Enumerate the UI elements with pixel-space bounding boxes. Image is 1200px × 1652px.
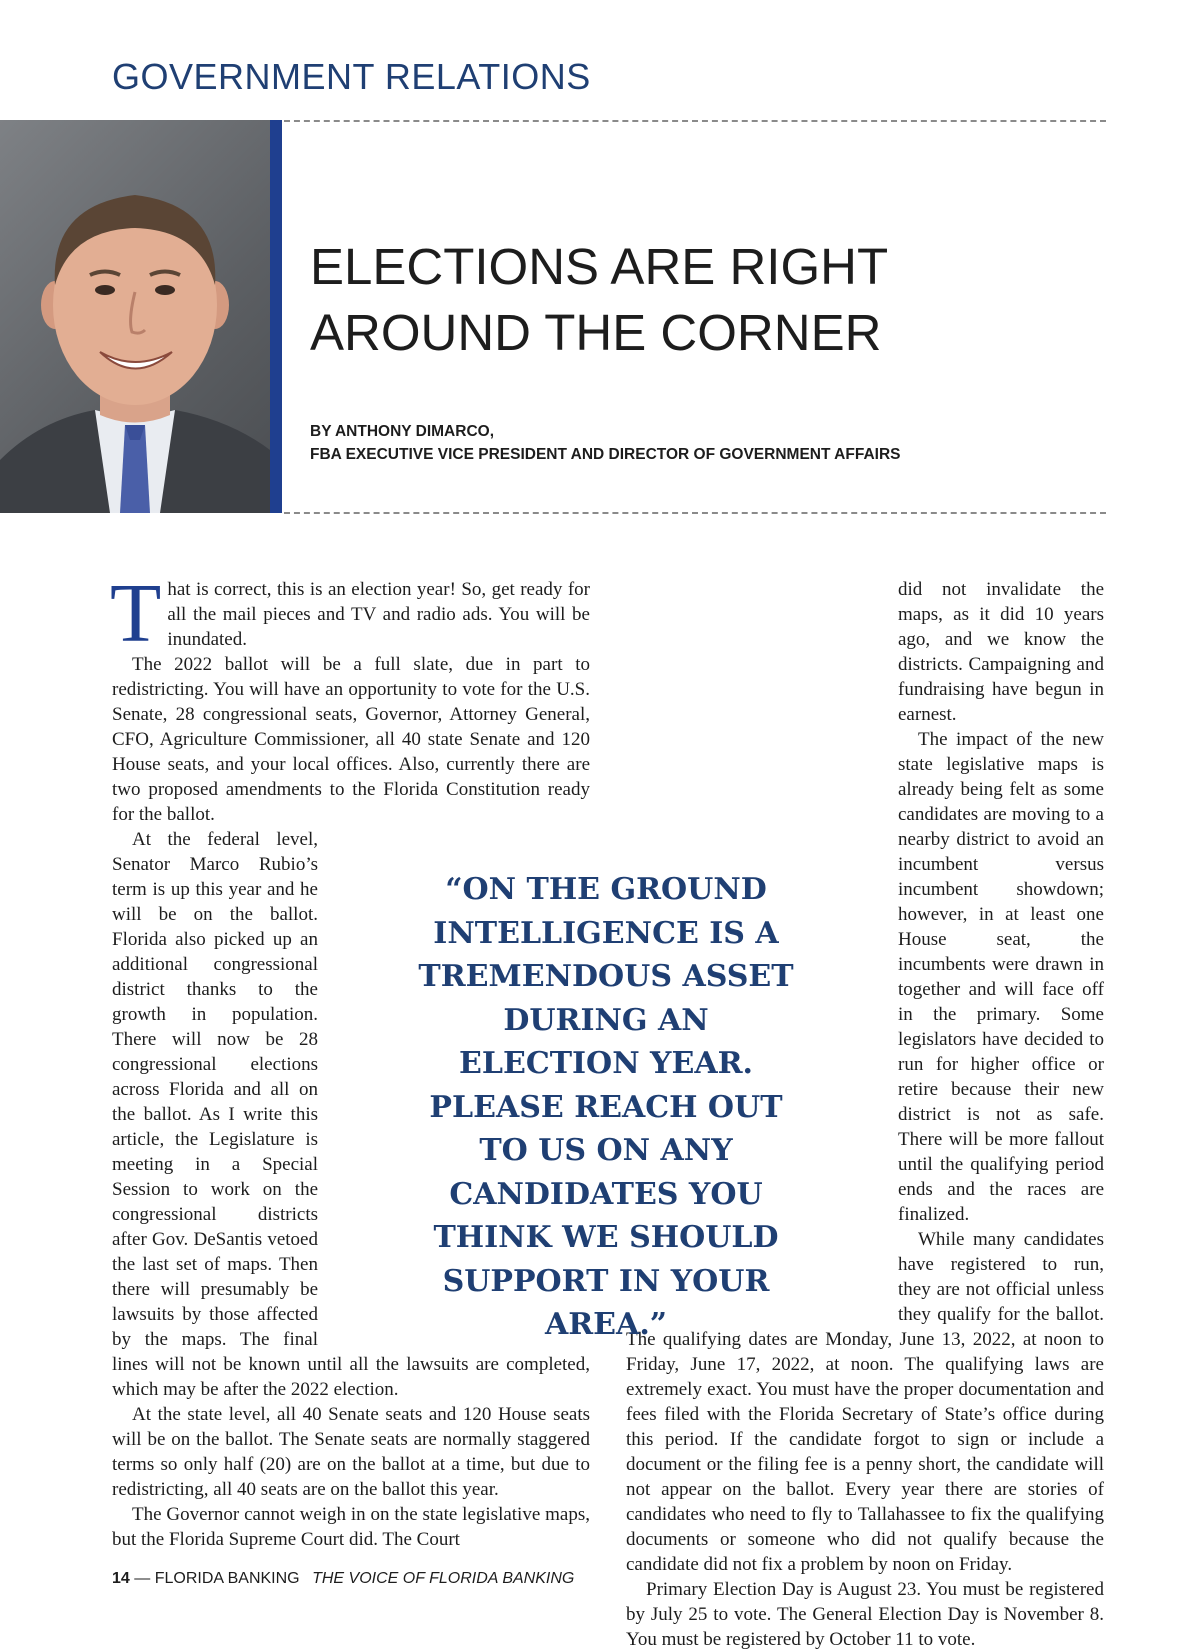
article-paragraph: The impact of the new state legislative maps is already being felt as some candidates are moving to a nearby district to avoid an incumbent versus incumbent showdown; however, in at least one House seat, the incumbents were drawn in together and will face off in the primary. Some legislators have decided to run for higher office or retire because their new district is not as safe. There will be more fallout until the qualifying period ends and the races are finalized. <box>898 729 1104 1225</box>
publication-tagline: THE VOICE OF FLORIDA BANKING <box>312 1570 575 1587</box>
pull-quote: “ON THE GROUND INTELLIGENCE IS A TREMENDOUS ASSET DURING AN ELECTION YEAR. PLEASE REACH OUT TO US ON ANY CANDIDATES YOU THINK WE SHOULD SUPPORT IN YOUR AREA.” <box>418 872 794 1342</box>
page-footer <box>112 1570 574 1588</box>
byline-title: FBA EXECUTIVE VICE PRESIDENT AND DIRECTOR OF GOVERNMENT AFFAIRS <box>310 446 901 463</box>
article-paragraph: While many candidates have registered to run, they are not official unless they qualify for the ballot. The qualifying dates are Monday, June 13, 2022, at noon to Friday, June 17, 2022, at noon. The qualifying laws are extremely exact. You must have the proper documentation and fees filed with the Florida Secretary of State’s office during this period. If the candidate forgot to sign or include a document or the filing fee is a penny short, the candidate will not appear on the ballot. Every year there are stories of candidates who need to fly to Tallahassee to fix the qualifying documents or someone who did not qualify because the candidate did not fix a problem by noon on Friday. <box>626 1229 1104 1575</box>
divider-top <box>284 120 1106 122</box>
section-label: GOVERNMENT RELATIONS <box>112 56 591 97</box>
author-portrait-illustration <box>0 120 270 513</box>
article-paragraph: The Governor cannot weigh in on the state legislative maps, but the Florida Supreme Court did. The Court <box>112 1504 590 1550</box>
article-paragraph: did not invalidate the maps, as it did 10 years ago, and we know the districts. Campaigning and fundraising have begun in earnest. <box>898 579 1104 725</box>
accent-bar <box>270 120 282 513</box>
publication-name: — FLORIDA BANKING <box>134 1570 300 1587</box>
page-number: 14 <box>112 1570 130 1587</box>
article-paragraph: At the state level, all 40 Senate seats and 120 House seats will be on the ballot. The Senate seats are normally staggered terms so only half (20) are on the ballot at a time, but due to redistricting, all 40 seats are on the ballot this year. <box>112 1404 590 1500</box>
article-paragraph: Primary Election Day is August 23. You must be registered by July 25 to vote. The General Election Day is November 8. You must be registered by October 11 to vote. <box>626 1579 1104 1650</box>
divider-bottom <box>284 512 1106 514</box>
article-headline: ELECTIONS ARE RIGHT AROUND THE CORNER <box>310 238 888 361</box>
byline-author: BY ANTHONY DIMARCO, <box>310 423 495 440</box>
article-paragraph: At the federal level, Senator Marco Rubio’s term is up this year and he will be on the ballot. Florida also picked up an additional congressional district thanks to the growth in population. There will now be 28 congressional elections across Florida and all on the ballot. As I write this article, the Legislature is meeting in a Special Session to work on the congressional districts after Gov. DeSantis vetoed the last set of maps. Then there will presumably be lawsuits by those affected by the maps. The final lines will not be known until all the lawsuits are completed, which may be after the 2022 election. <box>112 829 590 1400</box>
drop-cap: T <box>110 567 162 660</box>
author-photo <box>0 120 270 513</box>
article-paragraph: That is correct, this is an election year! So, get ready for all the mail pieces and TV and radio ads. You will be inundated. <box>110 567 590 660</box>
article-paragraph: The 2022 ballot will be a full slate, due in part to redistricting. You will have an opportunity to vote for the U.S. Senate, 28 congressional seats, Governor, Attorney General, CFO, Agriculture Commissioner, all 40 state Senate and 120 House seats, and your local offices. Also, currently there are two proposed amendments to the Florida Constitution ready for the ballot. <box>112 654 590 825</box>
byline <box>310 420 900 466</box>
